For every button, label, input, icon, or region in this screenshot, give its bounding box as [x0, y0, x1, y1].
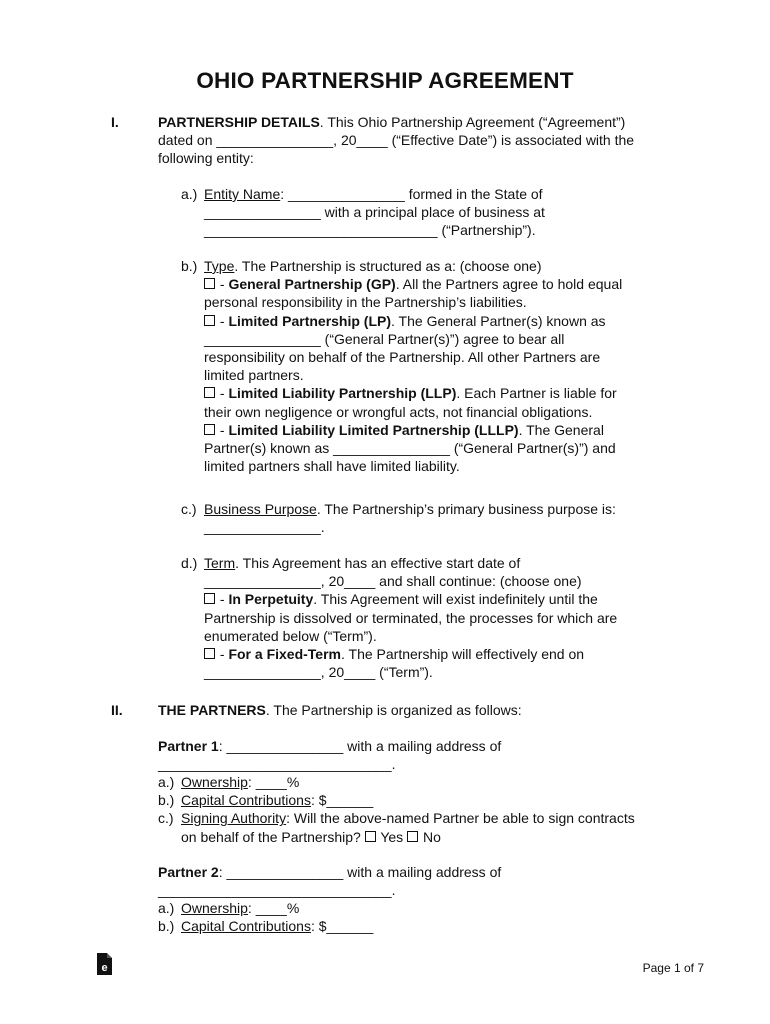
document-title: OHIO PARTNERSHIP AGREEMENT	[196, 68, 574, 93]
signing-yes-checkbox[interactable]	[365, 831, 376, 842]
perpetuity-checkbox[interactable]	[204, 593, 215, 604]
partner-1-subitem-labels: a.) b.) c.)	[158, 774, 175, 827]
section-2-number: II.	[111, 702, 123, 718]
partner-2-subitem-labels: a.) b.)	[158, 900, 175, 935]
partner-2-subitems: Ownership: ____% Capital Contributions: $______	[181, 900, 374, 935]
llp-checkbox[interactable]	[204, 387, 215, 398]
document-e-logo-icon	[95, 952, 113, 976]
section-2-heading: THE PARTNERS	[158, 702, 266, 718]
svg-text:e: e	[101, 962, 108, 974]
gp-checkbox[interactable]	[204, 278, 215, 289]
section-2-intro: THE PARTNERS. The Partnership is organized as follows:	[158, 702, 522, 718]
clause-entity-name: Entity Name: _______________ formed in the State of _______________ with a principal place of business at ______________________________ (“Partnership”).	[204, 186, 545, 239]
clause-term: Term. This Agreement has an effective start date of _______________, 20____ and shall continue: (choose one) - In Perpetuity. This Agreement will exist indefinitely until the Partnership is dissolved or terminated, the processes for which are enumerated below (“Term”). - For a Fixed-Term. The Partnership will effectively end on _______________, 20____ (“Term”).	[204, 555, 618, 681]
partner-1-name-label: Partner 1	[158, 738, 219, 754]
section-1-heading: PARTNERSHIP DETAILS	[158, 114, 320, 130]
clause-type: Type. The Partnership is structured as a: (choose one) - General Partnership (GP). All the Partners agree to hold equal personal responsibility in the Partnership’s liabilities. - Limited Partnership (LP). The General Partner(s) known as _______________ (“General Partner(s)”) agree to bear all responsibility on behalf of the Partnership. All other Partners are limited partners. - Limited Liability Partnership (LLP). Each Partner is liable for their own negligence or wrongful acts, not financial obligations. - Limited Liability Limited Partnership (LLLP). The General Partner(s) known as _______________ (“General Partner(s)”) and limited partners shall have limited liability.	[204, 258, 623, 475]
partner-1-subitems: Ownership: ____% Capital Contributions: $______ Signing Authority: Will the above-named Partner be able to sign contracts on behalf of the Partnership? Yes No	[181, 774, 635, 845]
clause-c-label: c.)	[181, 501, 197, 517]
partner-2-block: Partner 2: _______________ with a mailing address of ______________________________.	[158, 864, 502, 899]
lp-checkbox[interactable]	[204, 315, 215, 326]
clause-a-label: a.)	[181, 186, 198, 202]
clause-d-label: d.)	[181, 555, 198, 571]
clause-b-label: b.)	[181, 258, 198, 274]
section-1-intro: PARTNERSHIP DETAILS. This Ohio Partnership Agreement (“Agreement”) dated on _______________, 20____ (“Effective Date”) is associated with the following entity:	[158, 114, 635, 167]
fixed-term-checkbox[interactable]	[204, 648, 215, 659]
section-1-number: I.	[111, 114, 119, 130]
partner-2-name-label: Partner 2	[158, 864, 219, 880]
partner-1-block: Partner 1: _______________ with a mailing address of ______________________________.	[158, 738, 502, 773]
clause-business-purpose: Business Purpose. The Partnership’s primary business purpose is: _______________.	[204, 501, 616, 536]
lllp-checkbox[interactable]	[204, 424, 215, 435]
signing-no-checkbox[interactable]	[407, 831, 418, 842]
page-number: Page 1 of 7	[642, 961, 704, 975]
